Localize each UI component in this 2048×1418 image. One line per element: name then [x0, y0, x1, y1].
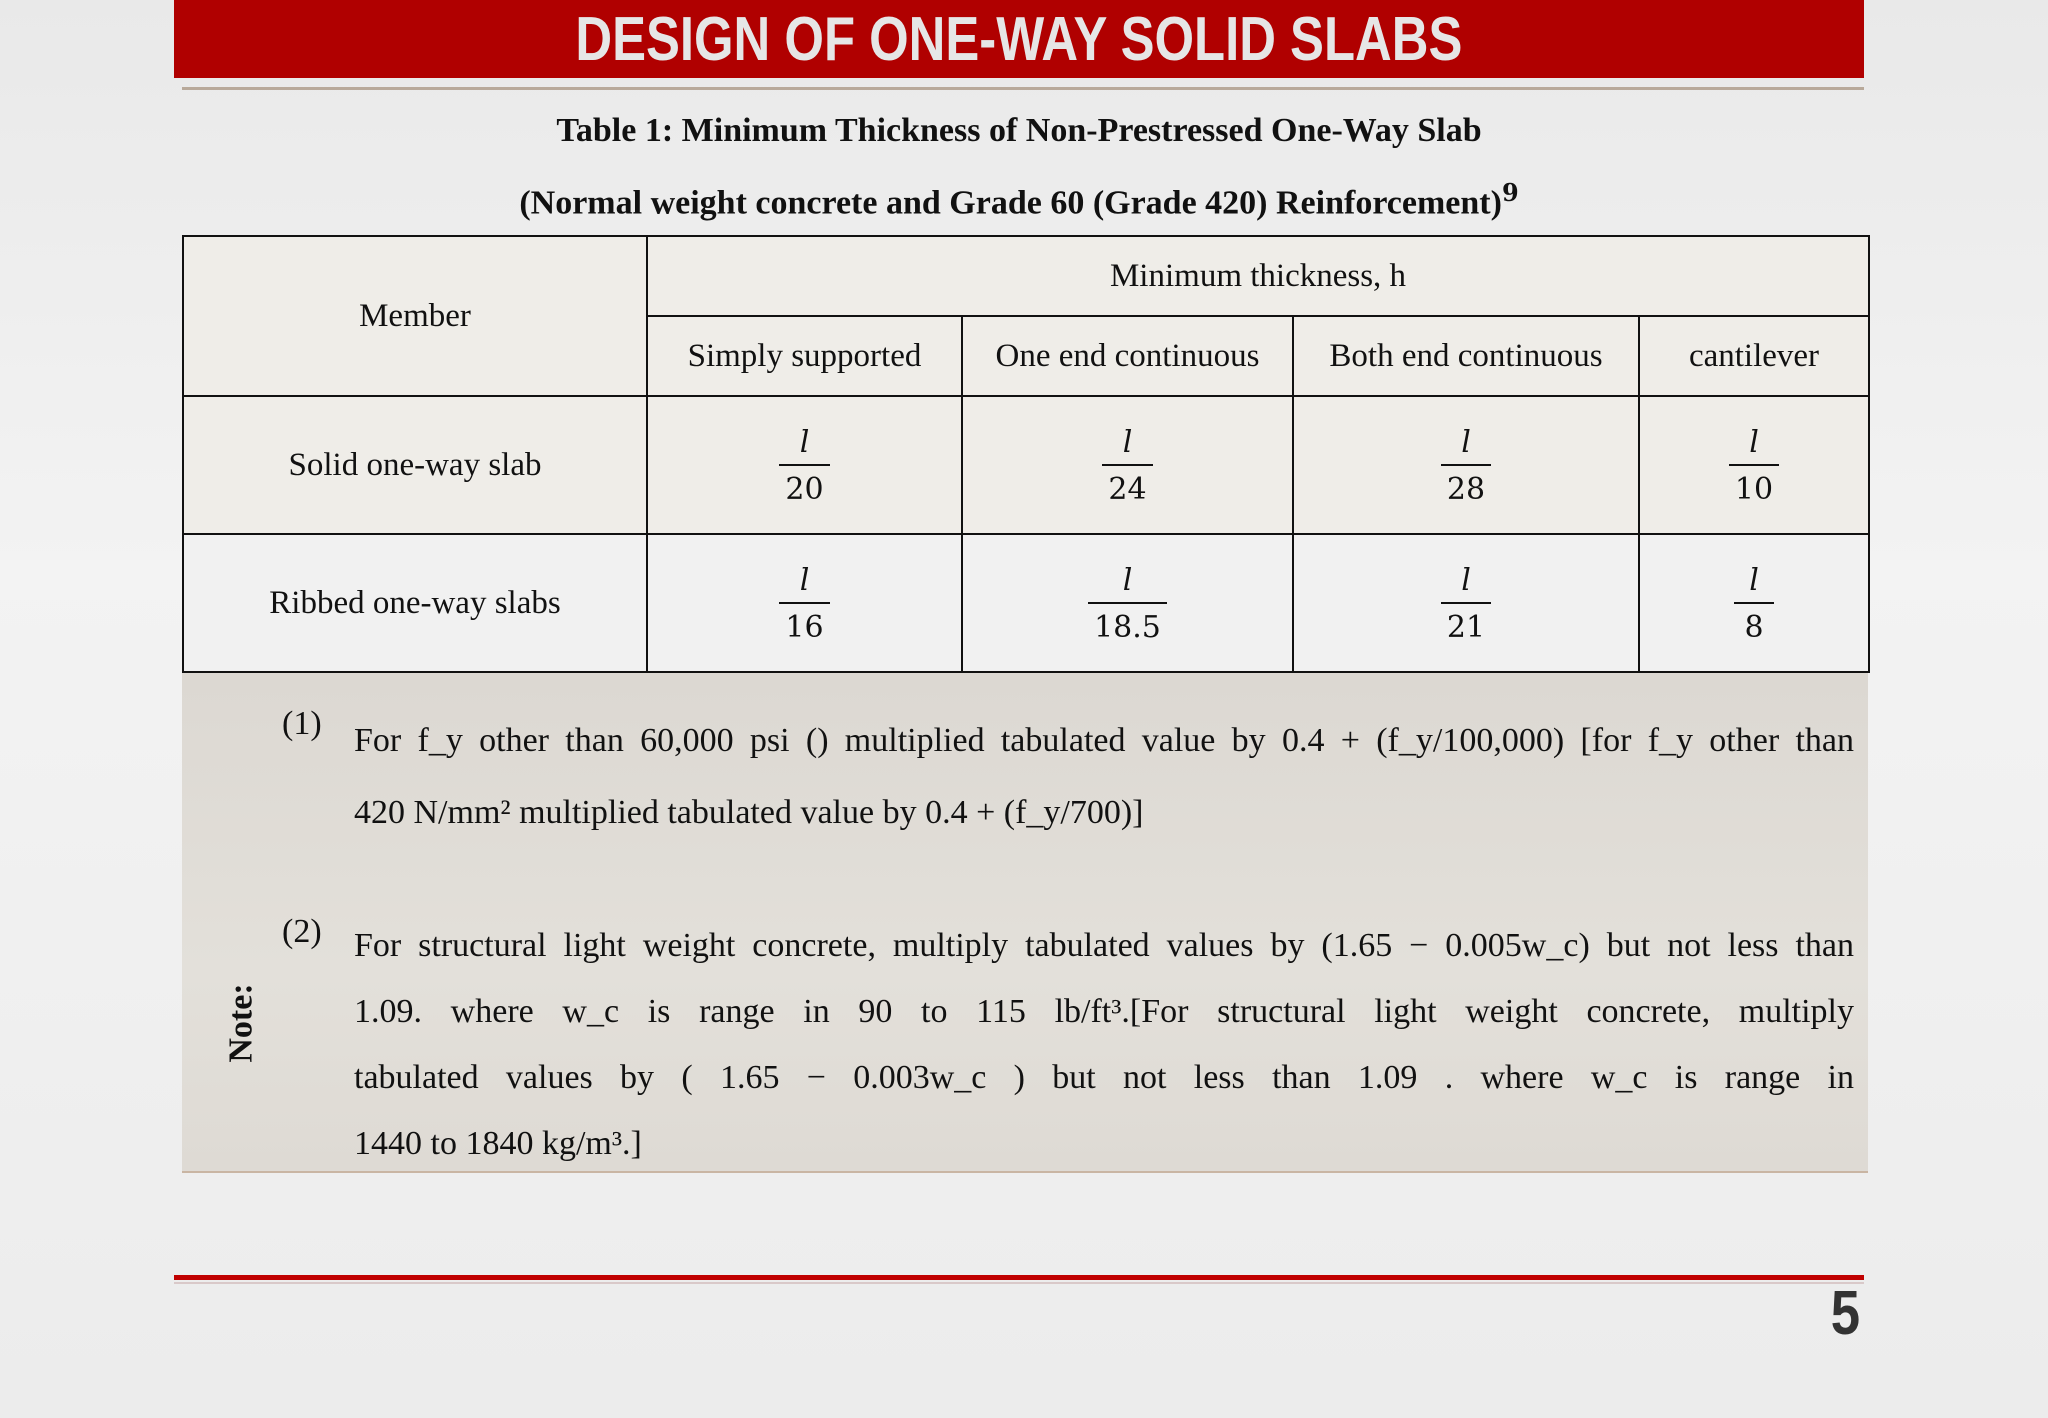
cell-solid-simply — [647, 396, 962, 534]
footer-rule-shadow — [174, 1282, 1864, 1284]
fraction-numerator: l — [799, 562, 810, 598]
note-line: tabulated values by ( 1.65 − 0.003w_c ) but not less than 1.09 . where w_c is range in — [354, 1059, 1854, 1096]
table-caption-line2-text: (Normal weight concrete and Grade 60 (Grade 420) Reinforcement) — [519, 184, 1502, 222]
fraction-denominator: 21 — [1446, 609, 1486, 645]
row-label-solid: Solid one-way slab — [183, 396, 647, 534]
row-label-ribbed: Ribbed one-way slabs — [183, 534, 647, 672]
note-line: For f_y other than 60,000 psi () multiplied tabulated value by 0.4 + (f_y/100,000) [for f_y other than — [354, 722, 1854, 759]
page-number: 5 — [1830, 1279, 1860, 1348]
fraction — [1734, 563, 1774, 645]
fraction — [1441, 425, 1491, 507]
fraction — [1441, 563, 1491, 645]
fraction — [779, 425, 829, 507]
member-header: Member — [183, 236, 647, 396]
note-line: 420 N/mm² multiplied tabulated value by 0.4 + (f_y/700)] — [354, 794, 1144, 831]
fraction — [1102, 425, 1152, 507]
slide-title: DESIGN OF ONE-WAY SOLID SLABS — [575, 4, 1463, 74]
note-text — [354, 705, 1854, 849]
title-underline — [182, 87, 1864, 90]
note-item-2 — [282, 913, 1854, 1162]
note-item-1 — [282, 705, 1854, 845]
title-bar — [174, 0, 1864, 78]
fraction-numerator: l — [1461, 424, 1471, 460]
min-thickness-header: Minimum thickness, h — [647, 236, 1869, 316]
fraction-denominator: 10 — [1734, 471, 1774, 507]
note-number: (2) — [282, 913, 322, 950]
fraction-denominator: 28 — [1446, 471, 1486, 507]
note-label-wrapper — [212, 973, 272, 1073]
note-text — [354, 913, 1854, 1177]
fraction — [1729, 425, 1779, 507]
fraction-numerator: l — [1122, 562, 1133, 598]
table-row-solid — [183, 396, 1869, 534]
fraction-denominator: 24 — [1108, 471, 1147, 507]
cell-ribbed-both-end — [1293, 534, 1639, 672]
note-line: 1.09. where w_c is range in 90 to 115 lb/ft³.[For structural light weight concrete, multiply — [354, 993, 1854, 1030]
fraction-numerator: l — [1749, 562, 1759, 598]
cell-solid-one-end — [962, 396, 1293, 534]
cell-solid-cantilever — [1639, 396, 1869, 534]
fraction — [779, 563, 829, 645]
table-caption-line1: Table 1: Minimum Thickness of Non-Prestressed One-Way Slab — [556, 112, 1482, 149]
fraction-numerator: l — [1461, 562, 1471, 598]
table-row-ribbed — [183, 534, 1869, 672]
note-label: Note: — [223, 983, 261, 1063]
cell-ribbed-cantilever — [1639, 534, 1869, 672]
thickness-table — [182, 235, 1870, 673]
notes-panel — [182, 673, 1868, 1173]
fraction-denominator: 20 — [785, 471, 824, 507]
col-header-cantilever: cantilever — [1639, 316, 1869, 396]
cell-solid-both-end — [1293, 396, 1639, 534]
fraction-numerator: l — [1122, 424, 1133, 460]
note-line: 1440 to 1840 kg/m³.] — [354, 1125, 642, 1162]
fraction — [1088, 563, 1167, 645]
table-caption-line2 — [174, 178, 1864, 222]
fraction-denominator: 8 — [1744, 609, 1764, 645]
fraction-denominator: 18.5 — [1094, 609, 1161, 645]
col-header-one-end-continuous: One end continuous — [962, 316, 1293, 396]
caption-footnote-ref: 9 — [1501, 178, 1519, 207]
fraction-numerator: l — [799, 424, 810, 460]
cell-ribbed-one-end — [962, 534, 1293, 672]
note-number: (1) — [282, 705, 322, 742]
cell-ribbed-simply — [647, 534, 962, 672]
thickness-table-wrapper — [182, 235, 1868, 673]
col-header-simply-supported: Simply supported — [647, 316, 962, 396]
col-header-both-end-continuous: Both end continuous — [1293, 316, 1639, 396]
note-line: For structural light weight concrete, multiply tabulated values by (1.65 − 0.005w_c) but not less than — [354, 927, 1854, 964]
fraction-denominator: 16 — [785, 609, 824, 645]
fraction-numerator: l — [1749, 424, 1759, 460]
footer-rule — [174, 1275, 1864, 1280]
